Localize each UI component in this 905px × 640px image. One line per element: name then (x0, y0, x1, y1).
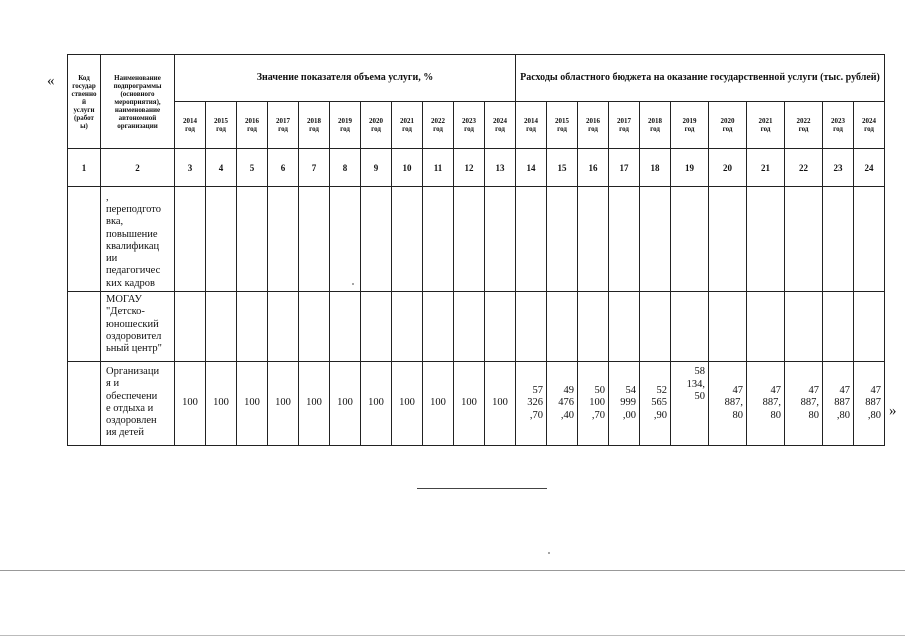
name-cell: МОГАУ "Детско- юношеский оздоровител ьный центр" (101, 292, 175, 362)
value-cell (175, 187, 206, 292)
expense-cell: 47 887, 80 (747, 362, 785, 446)
value-cell: 100 (392, 362, 423, 446)
expense-cell: 49 476 ,40 (547, 362, 578, 446)
year-header-cell: 2021 год (392, 102, 423, 149)
expense-cell (609, 292, 640, 362)
year-header-cell: 2019 год (330, 102, 361, 149)
year-header-cell: 2017 год (609, 102, 640, 149)
expense-cell (640, 292, 671, 362)
column-number-cell: 14 (516, 149, 547, 187)
column-number-cell: 4 (206, 149, 237, 187)
year-header-cell: 2018 год (640, 102, 671, 149)
table-row (68, 362, 885, 446)
expense-cell: 57 326 ,70 (516, 362, 547, 446)
year-header-cell: 2024 год (854, 102, 885, 149)
header-name-cell: Наименование подпрограммы (основного мероприятия), наименование автономной организации (101, 55, 175, 149)
expense-cell (823, 292, 854, 362)
year-header-cell: 2019 год (671, 102, 709, 149)
scan-speck (548, 552, 550, 554)
column-number-cell: 11 (423, 149, 454, 187)
column-number-cell: 23 (823, 149, 854, 187)
column-number-cell: 12 (454, 149, 485, 187)
expense-cell (578, 292, 609, 362)
table-row (68, 292, 885, 362)
expense-cell (671, 292, 709, 362)
value-cell (454, 292, 485, 362)
value-cell (454, 187, 485, 292)
header-row-years (68, 102, 885, 149)
year-header-cell: 2015 год (547, 102, 578, 149)
value-cell (392, 292, 423, 362)
year-header-cell: 2023 год (454, 102, 485, 149)
value-cell (206, 187, 237, 292)
value-cell (423, 292, 454, 362)
expense-cell (747, 187, 785, 292)
year-header-cell: 2022 год (785, 102, 823, 149)
column-number-cell: 3 (175, 149, 206, 187)
code-cell (68, 292, 101, 362)
value-cell: 100 (175, 362, 206, 446)
value-cell: 100 (237, 362, 268, 446)
year-header-cell: 2022 год (423, 102, 454, 149)
value-cell: 100 (454, 362, 485, 446)
value-cell (330, 292, 361, 362)
budget-table (67, 54, 885, 446)
expense-cell (747, 292, 785, 362)
value-cell (175, 292, 206, 362)
value-cell: 100 (485, 362, 516, 446)
table-row (68, 187, 885, 292)
column-number-cell: 20 (709, 149, 747, 187)
column-number-cell: 18 (640, 149, 671, 187)
column-number-cell: 19 (671, 149, 709, 187)
column-number-cell: 2 (101, 149, 175, 187)
value-cell: 100 (206, 362, 237, 446)
expense-cell: 58 134, 50 (671, 362, 709, 446)
value-cell (361, 187, 392, 292)
column-number-row (68, 149, 885, 187)
column-number-cell: 5 (237, 149, 268, 187)
value-cell (485, 292, 516, 362)
header-row-top (68, 55, 885, 102)
expense-cell: 47 887 ,80 (823, 362, 854, 446)
expense-cell (709, 187, 747, 292)
expense-cell (547, 187, 578, 292)
header-budget-group: Расходы областного бюджета на оказание государственной услуги (тыс. рублей) (516, 55, 885, 102)
value-cell (268, 187, 299, 292)
expense-cell (709, 292, 747, 362)
value-cell (485, 187, 516, 292)
value-cell: 100 (361, 362, 392, 446)
year-header-cell: 2017 год (268, 102, 299, 149)
column-number-cell: 9 (361, 149, 392, 187)
expense-cell (854, 187, 885, 292)
value-cell (206, 292, 237, 362)
value-cell (237, 292, 268, 362)
code-cell (68, 187, 101, 292)
value-cell (330, 187, 361, 292)
value-cell: 100 (299, 362, 330, 446)
year-header-cell: 2016 год (237, 102, 268, 149)
expense-cell (854, 292, 885, 362)
value-cell (423, 187, 454, 292)
expense-cell (823, 187, 854, 292)
year-header-cell: 2016 год (578, 102, 609, 149)
column-number-cell: 7 (299, 149, 330, 187)
value-cell (299, 187, 330, 292)
year-header-cell: 2014 год (175, 102, 206, 149)
value-cell (237, 187, 268, 292)
expense-cell: 52 565 ,90 (640, 362, 671, 446)
expense-cell (609, 187, 640, 292)
year-header-cell: 2020 год (361, 102, 392, 149)
opening-quote: « (47, 73, 55, 89)
value-cell: 100 (268, 362, 299, 446)
value-cell: 100 (423, 362, 454, 446)
column-number-cell: 24 (854, 149, 885, 187)
column-number-cell: 8 (330, 149, 361, 187)
separator-line (417, 488, 547, 489)
value-cell (361, 292, 392, 362)
expense-cell: 47 887, 80 (709, 362, 747, 446)
year-header-cell: 2024 год (485, 102, 516, 149)
expense-cell (516, 187, 547, 292)
name-cell: , переподгото вка, повышение квалификац ии педагогичес ких кадров (101, 187, 175, 292)
column-number-cell: 22 (785, 149, 823, 187)
expense-cell: 50 100 ,70 (578, 362, 609, 446)
expense-cell (516, 292, 547, 362)
expense-cell (785, 187, 823, 292)
column-number-cell: 10 (392, 149, 423, 187)
expense-cell: 54 999 ,00 (609, 362, 640, 446)
expense-cell (640, 187, 671, 292)
scan-speck (352, 283, 354, 285)
value-cell: 100 (330, 362, 361, 446)
year-header-cell: 2021 год (747, 102, 785, 149)
name-cell: Организаци я и обеспечени е отдыха и оздоровлен ия детей (101, 362, 175, 446)
page-edge-line (0, 570, 905, 571)
header-value-group: Значение показателя объема услуги, % (175, 55, 516, 102)
year-header-cell: 2023 год (823, 102, 854, 149)
closing-quote: » (889, 403, 897, 419)
value-cell (268, 292, 299, 362)
column-number-cell: 13 (485, 149, 516, 187)
column-number-cell: 1 (68, 149, 101, 187)
column-number-cell: 6 (268, 149, 299, 187)
year-header-cell: 2015 год (206, 102, 237, 149)
year-header-cell: 2020 год (709, 102, 747, 149)
code-cell (68, 362, 101, 446)
value-cell (392, 187, 423, 292)
expense-cell: 47 887, 80 (785, 362, 823, 446)
column-number-cell: 15 (547, 149, 578, 187)
expense-cell: 47 887 ,80 (854, 362, 885, 446)
expense-cell (671, 187, 709, 292)
expense-cell (547, 292, 578, 362)
column-number-cell: 17 (609, 149, 640, 187)
expense-cell (578, 187, 609, 292)
value-cell (299, 292, 330, 362)
year-header-cell: 2014 год (516, 102, 547, 149)
column-number-cell: 21 (747, 149, 785, 187)
expense-cell (785, 292, 823, 362)
header-code-cell: Код государ ственно й услуги (работ ы) (68, 55, 101, 149)
column-number-cell: 16 (578, 149, 609, 187)
year-header-cell: 2018 год (299, 102, 330, 149)
page-edge-line (0, 635, 905, 636)
